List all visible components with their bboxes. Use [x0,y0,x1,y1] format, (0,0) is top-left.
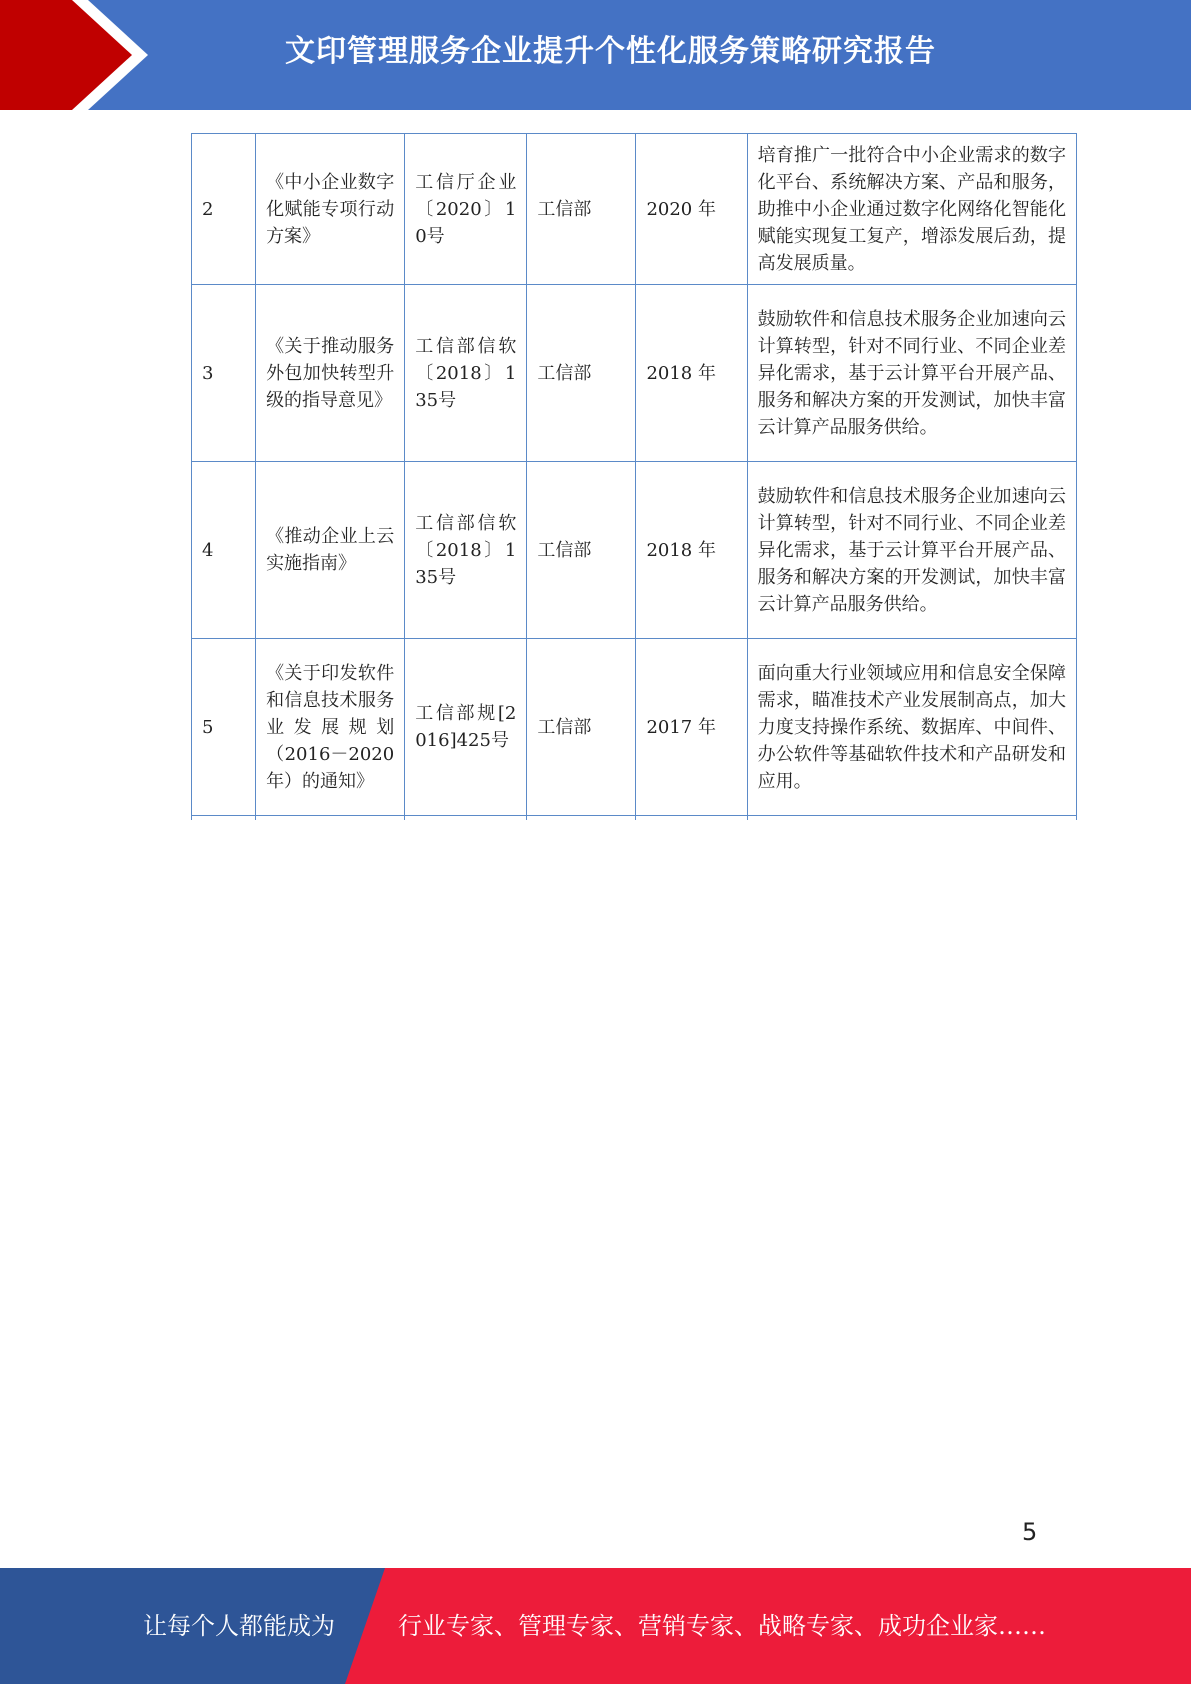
policy-table [191,133,1077,820]
row-number: 2 [192,134,256,285]
policy-name: 《关于印发软件和信息技术服务业发展规划（2016－2020年）的通知》 [256,639,405,816]
table-row [192,134,1077,285]
document-number: 工信厅企业〔2020〕10号 [405,134,527,285]
page-number: 5 [1022,1518,1038,1546]
footer-slogan-right: 行业专家、管理专家、营销专家、战略专家、成功企业家…… [398,1612,1046,1640]
issue-year: 2017 年 [636,639,747,816]
footer-slogan-left: 让每个人都能成为 [143,1612,335,1640]
document-title: 文印管理服务企业提升个性化服务策略研究报告 [285,34,936,69]
row-number: 4 [192,462,256,639]
table-row-continuation [192,816,1077,821]
policy-content: 培育推广一批符合中小企业需求的数字化平台、系统解决方案、产品和服务，助推中小企业通过数字化网络化智能化赋能实现复工复产，增添发展后劲，提高发展质量。 [747,134,1076,285]
table-row [192,285,1077,462]
row-number: 3 [192,285,256,462]
document-number: 工信部信软〔2018〕135号 [405,462,527,639]
page-footer [0,1568,1191,1684]
policy-content: 鼓励软件和信息技术服务企业加速向云计算转型，针对不同行业、不同企业差异化需求，基于云计算平台开展产品、服务和解决方案的开发测试，加快丰富云计算产品服务供给。 [747,462,1076,639]
issue-year: 2018 年 [636,462,747,639]
document-number: 工信部规[2016]425号 [405,639,527,816]
policy-name: 《中小企业数字化赋能专项行动方案》 [256,134,405,285]
page-header [0,0,1191,110]
issuing-department: 工信部 [527,462,636,639]
issue-year: 2020 年 [636,134,747,285]
table-row [192,462,1077,639]
policy-name: 《推动企业上云实施指南》 [256,462,405,639]
row-number: 5 [192,639,256,816]
policy-content: 面向重大行业领域应用和信息安全保障需求，瞄准技术产业发展制高点，加大力度支持操作系统、数据库、中间件、办公软件等基础软件技术和产品研发和应用。 [747,639,1076,816]
table-row [192,639,1077,816]
policy-content: 鼓励软件和信息技术服务企业加速向云计算转型，针对不同行业、不同企业差异化需求，基于云计算平台开展产品、服务和解决方案的开发测试，加快丰富云计算产品服务供给。 [747,285,1076,462]
document-number: 工信部信软〔2018〕135号 [405,285,527,462]
issue-year: 2018 年 [636,285,747,462]
issuing-department: 工信部 [527,639,636,816]
policy-name: 《关于推动服务外包加快转型升级的指导意见》 [256,285,405,462]
issuing-department: 工信部 [527,134,636,285]
issuing-department: 工信部 [527,285,636,462]
